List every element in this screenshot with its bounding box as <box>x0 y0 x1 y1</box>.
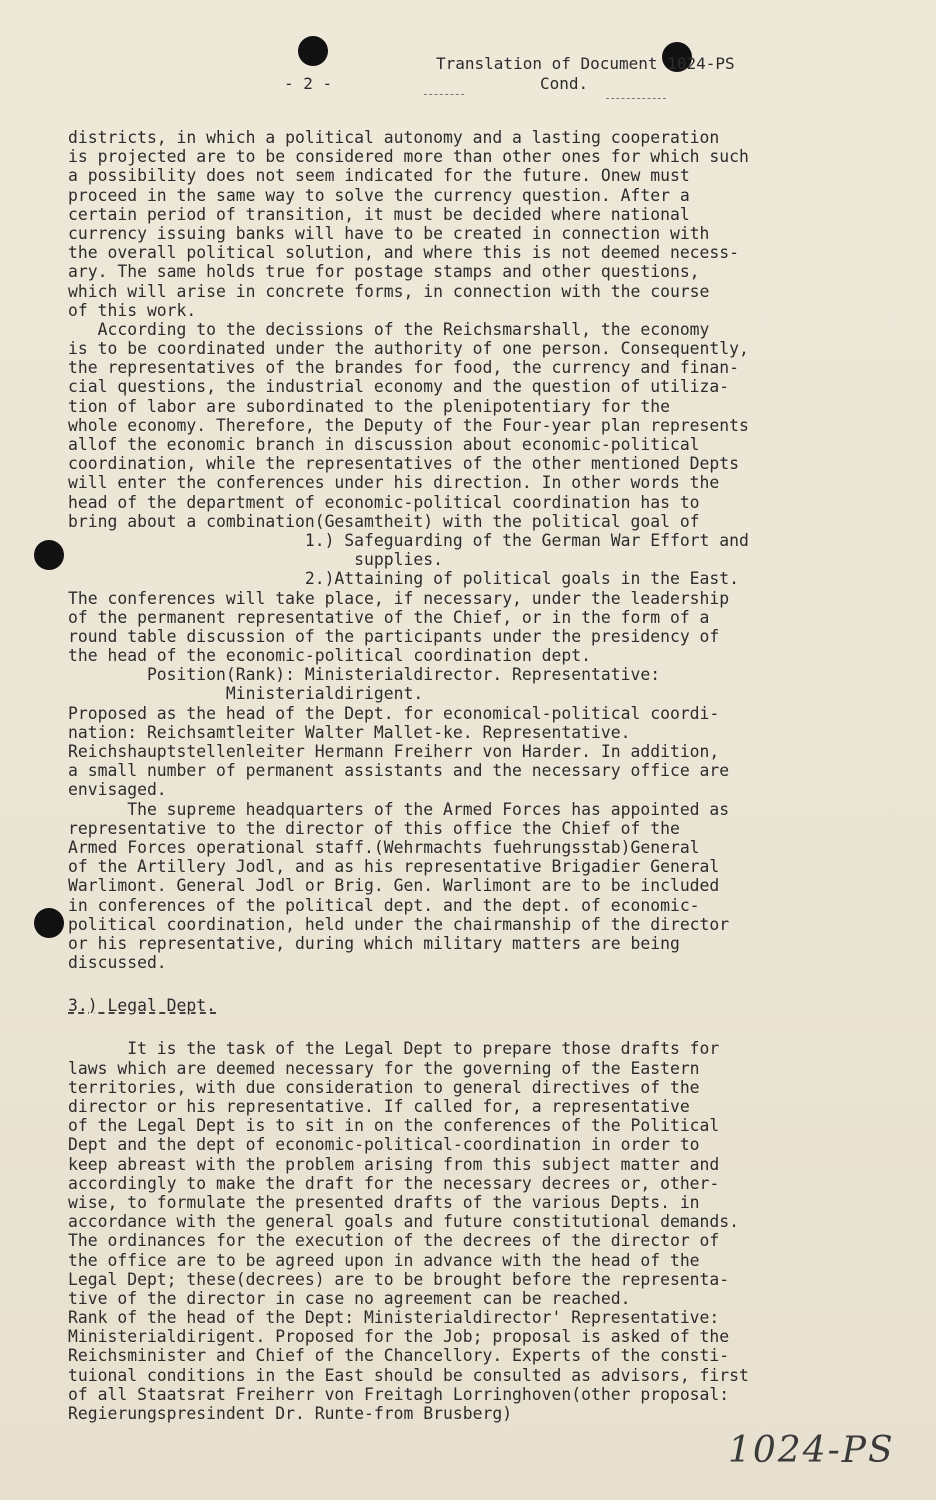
document-title: Translation of Document 1024-PS <box>436 54 735 73</box>
text-line: The supreme headquarters of the Armed Forces has appointed as <box>68 799 730 819</box>
text-line: It is the task of the Legal Dept to prepare those drafts for <box>68 1039 720 1059</box>
text-line: Armed Forces operational staff.(Wehrmachts fuehrungsstab)General <box>68 837 700 857</box>
text-line: political coordination, held under the chairmanship of the director <box>68 914 730 934</box>
text-line: territories, with due consideration to general directives of the <box>68 1077 700 1097</box>
text-line: accordingly to make the draft for the necessary decrees or, other- <box>68 1173 720 1193</box>
text-line: tion of labor are subordinated to the plenipotentiary for the <box>68 396 670 416</box>
body-paragraphs <box>68 128 888 972</box>
text-line: certain period of transition, it must be decided where national <box>68 204 690 224</box>
text-line: Reichsminister and Chief of the Chancellory. Experts of the consti- <box>68 1346 730 1366</box>
text-line: coordination, while the representatives of the other mentioned Depts <box>68 454 740 474</box>
text-line: ary. The same holds true for postage stamps and other questions, <box>68 262 700 282</box>
text-line: will enter the conferences under his direction. In other words the <box>68 473 720 493</box>
punch-hole-top-left <box>298 36 328 66</box>
text-line: Legal Dept; these(decrees) are to be brought before the representa- <box>68 1269 730 1289</box>
text-line: round table discussion of the participants under the presidency of <box>68 626 720 646</box>
text-line: currency issuing banks will have to be created in connection with <box>68 223 710 243</box>
text-line: Dept and the dept of economic-political-coordination in order to <box>68 1135 700 1155</box>
text-line: 2.)Attaining of political goals in the East. <box>68 569 740 589</box>
text-line: keep abreast with the problem arising from this subject matter and <box>68 1154 720 1174</box>
text-line: of the Legal Dept is to sit in on the conferences of the Political <box>68 1116 720 1136</box>
text-line: proceed in the same way to solve the currency question. After a <box>68 185 690 205</box>
text-line: Ministerialdirigent. <box>68 684 424 704</box>
text-line: Position(Rank): Ministerialdirector. Representative: <box>68 665 661 685</box>
text-line: representative to the director of this office the Chief of the <box>68 818 680 838</box>
text-line: 1.) Safeguarding of the German War Effort and <box>68 530 749 550</box>
text-line: is to be coordinated under the authority of one person. Consequently, <box>68 339 749 359</box>
text-line: Proposed as the head of the Dept. for economical-political coordi- <box>68 703 720 723</box>
text-line: is projected are to be considered more than other ones for which such <box>68 147 749 167</box>
text-line: districts, in which a political autonomy and a lasting cooperation <box>68 128 720 147</box>
text-line: tuional conditions in the East should be consulted as advisors, first <box>68 1365 749 1385</box>
text-line: bring about a combination(Gesamtheit) with the political goal of <box>68 511 700 531</box>
punch-hole-mid-left <box>34 540 64 570</box>
text-line: envisaged. <box>68 780 167 800</box>
text-line: The conferences will take place, if necessary, under the leadership <box>68 588 730 608</box>
text-line: a small number of permanent assistants and the necessary office are <box>68 761 730 781</box>
text-line: supplies. <box>68 550 443 570</box>
text-line: Regierungspresindent Dr. Runte-from Brusberg) <box>68 1404 513 1423</box>
section-heading: 3.) Legal Dept. <box>68 996 217 1016</box>
text-line: a possibility does not seem indicated for the future. Onew must <box>68 166 690 186</box>
text-line: Rank of the head of the Dept: Ministerialdirector' Representative: <box>68 1308 720 1328</box>
text-line: of the permanent representative of the Chief, or in the form of a <box>68 607 710 627</box>
section-paragraphs <box>68 1039 888 1423</box>
text-line: in conferences of the political dept. and the dept. of economic- <box>68 895 700 915</box>
punch-hole-lower-left <box>34 908 64 938</box>
text-line: whole economy. Therefore, the Deputy of the Four-year plan represents <box>68 415 749 435</box>
text-line: which will arise in concrete forms, in connection with the course <box>68 281 710 301</box>
text-line: of all Staatsrat Freiherr von Freitagh Lorringhoven(other proposal: <box>68 1384 730 1404</box>
document-body <box>68 128 888 1423</box>
text-line: laws which are deemed necessary for the governing of the Eastern <box>68 1058 700 1078</box>
header-rule-right <box>606 98 666 99</box>
text-line: of the Artillery Jodl, and as his representative Brigadier General <box>68 857 720 877</box>
text-line: accordance with the general goals and future constitutional demands. <box>68 1212 740 1232</box>
document-title-cont: Cond. <box>540 74 589 93</box>
text-line: allof the economic branch in discussion about economic-political <box>68 435 700 454</box>
text-line: or his representative, during which military matters are being <box>68 933 680 953</box>
text-line: Ministerialdirigent. Proposed for the Job; proposal is asked of the <box>68 1327 730 1347</box>
text-line: director or his representative. If called for, a representative <box>68 1097 690 1116</box>
text-line: tive of the director in case no agreement can be reached. <box>68 1288 631 1308</box>
text-line: According to the decissions of the Reichsmarshall, the economy <box>68 319 710 339</box>
text-line: nation: Reichsamtleiter Walter Mallet-ke. Representative. <box>68 722 631 742</box>
text-line: wise, to formulate the presented drafts of the various Depts. in <box>68 1192 700 1212</box>
text-line: of this work. <box>68 300 197 320</box>
text-line: Warlimont. General Jodl or Brig. Gen. Warlimont are to be included <box>68 876 720 896</box>
text-line: discussed. <box>68 953 167 973</box>
text-line: Reichshauptstellenleiter Hermann Freiherr von Harder. In addition, <box>68 742 720 761</box>
handwritten-document-number: 1024-PS <box>728 1430 895 1471</box>
text-line: the representatives of the brandes for food, the currency and finan- <box>68 358 740 378</box>
text-line: the head of the economic-political coordination dept. <box>68 646 592 666</box>
text-line: the office are to be agreed upon in advance with the head of the <box>68 1250 700 1270</box>
text-line: head of the department of economic-political coordination has to <box>68 492 700 512</box>
page-number: - 2 - <box>284 74 333 93</box>
header-rule-left <box>424 94 464 95</box>
text-line: the overall political solution, and where this is not deemed necess- <box>68 243 740 263</box>
text-line: cial questions, the industrial economy and the question of utiliza- <box>68 377 730 397</box>
text-line: The ordinances for the execution of the decrees of the director of <box>68 1231 720 1251</box>
